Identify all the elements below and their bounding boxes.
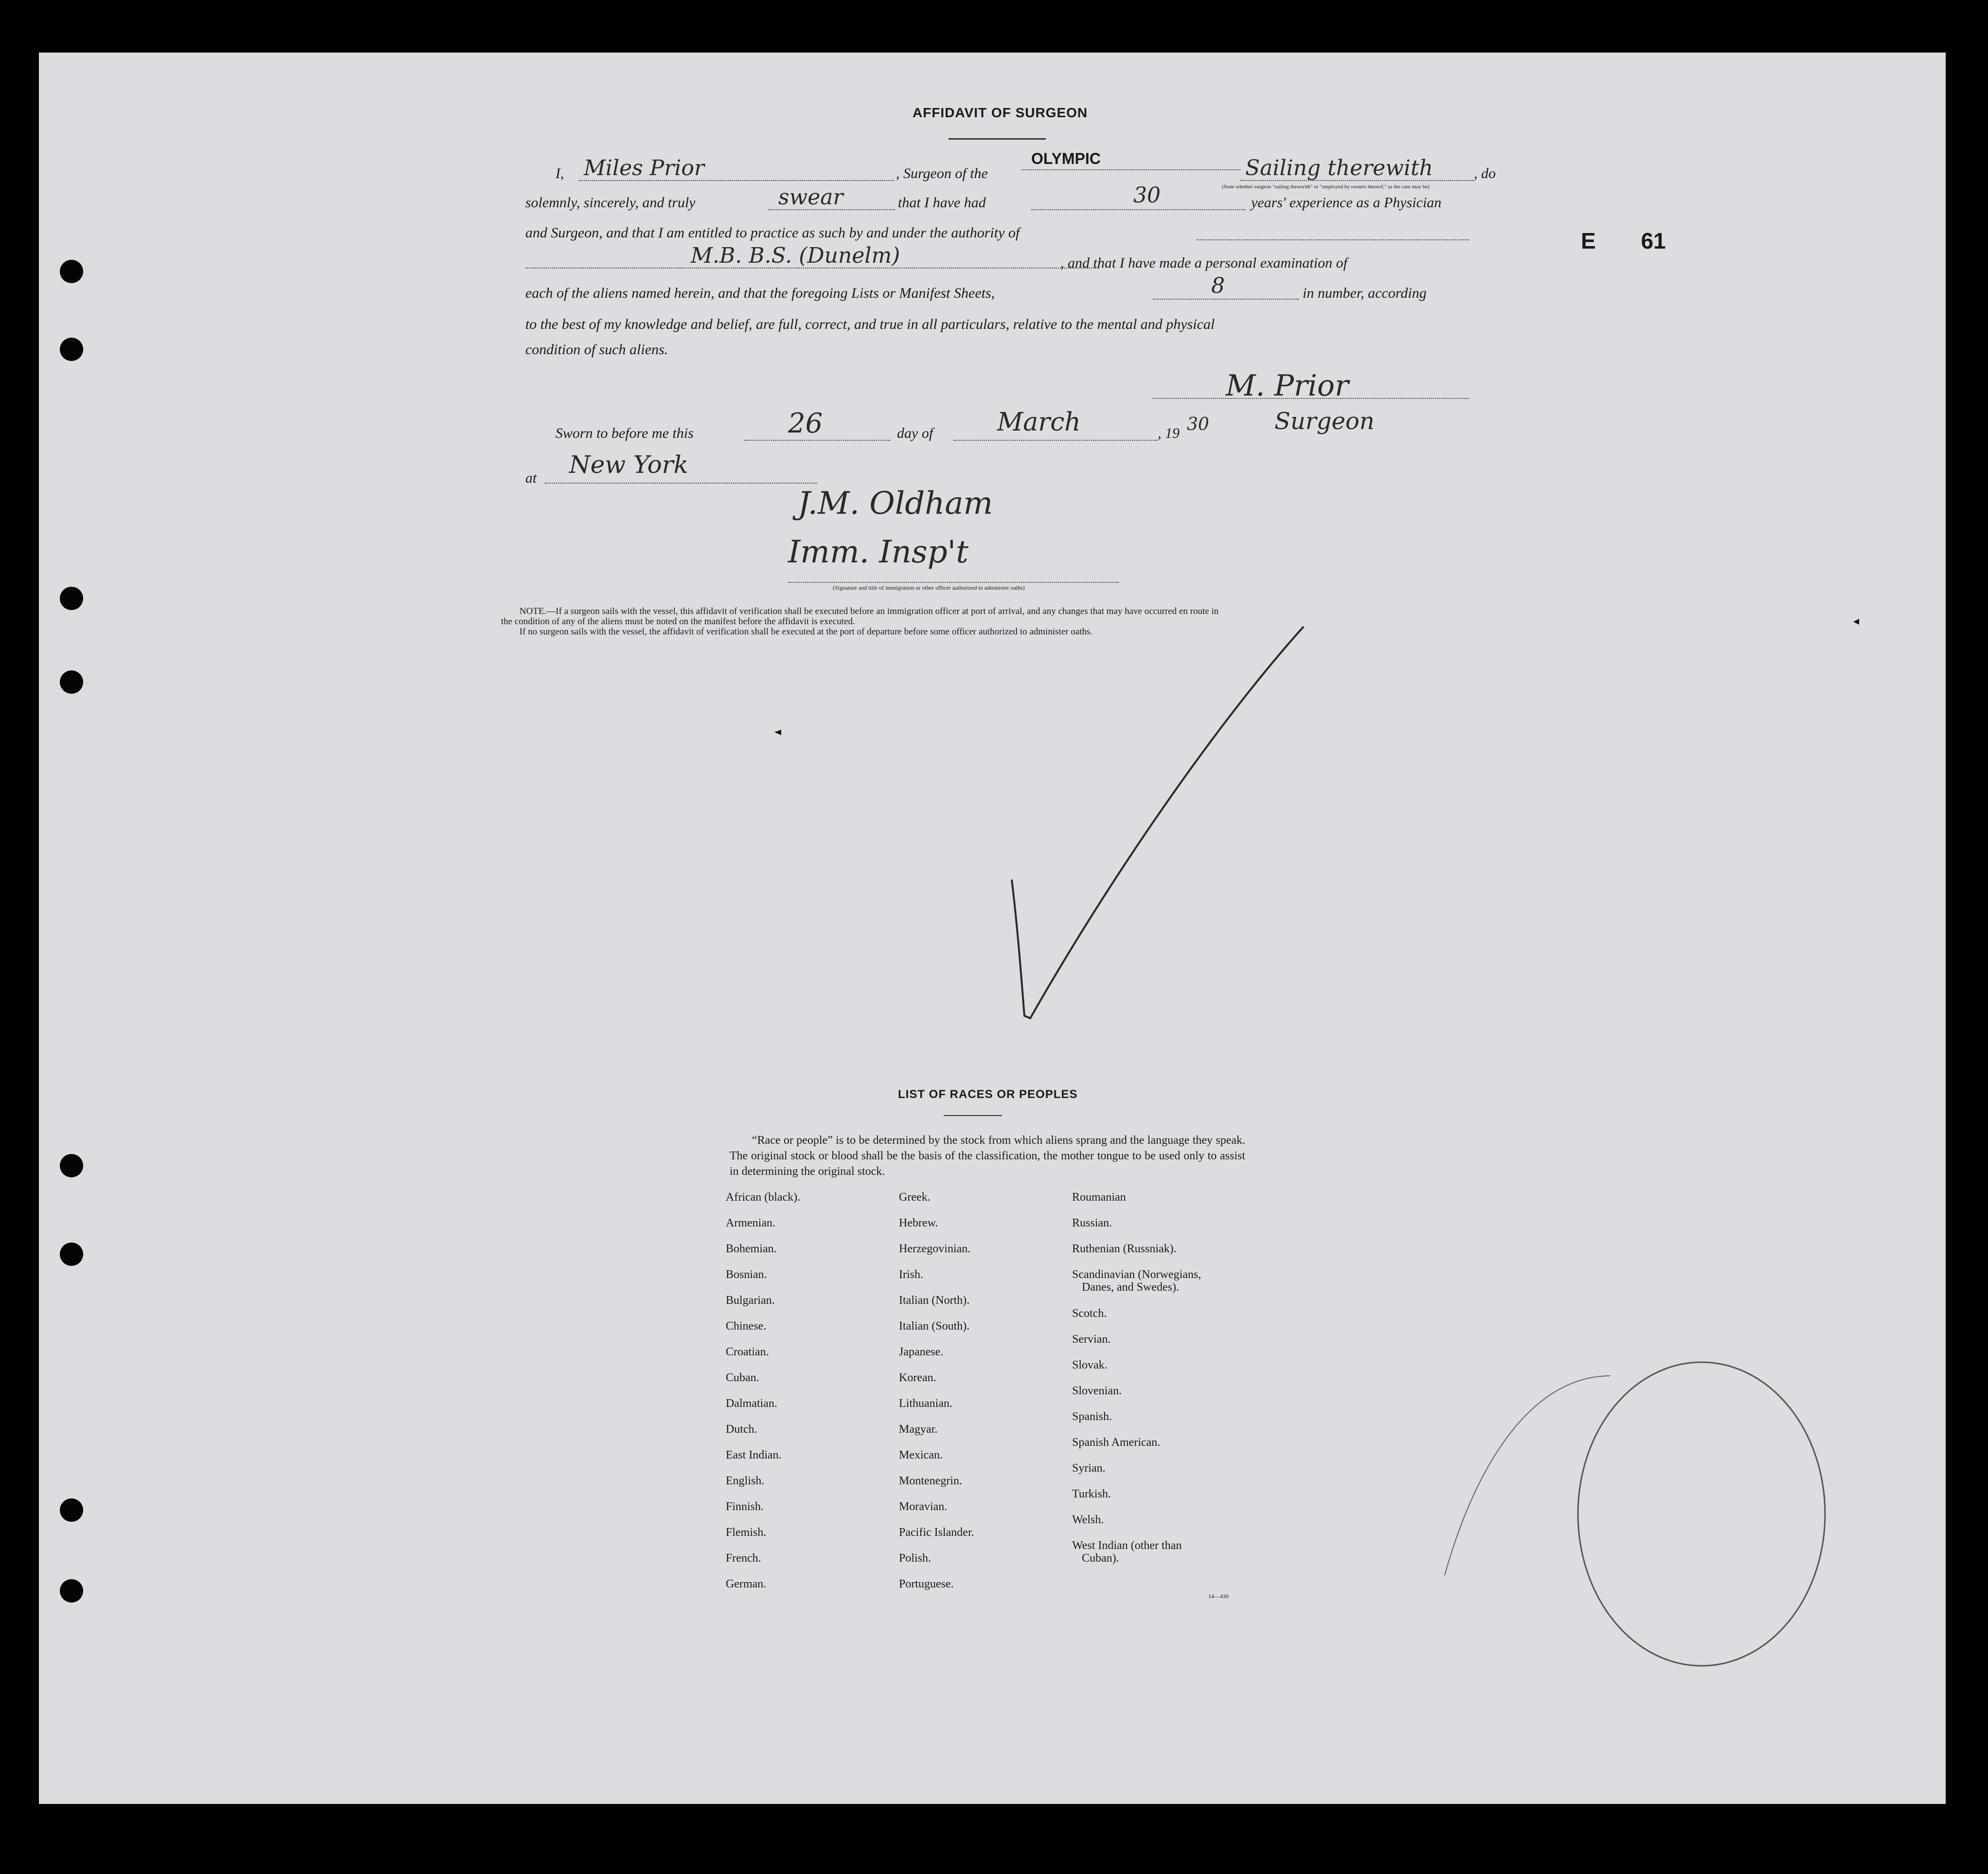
race-item: Montenegrin. xyxy=(899,1475,962,1487)
sailing-status: Sailing therewith xyxy=(1245,156,1433,180)
line4-end: , and that I have made a personal examination of xyxy=(1060,255,1347,271)
sworn-pre: Sworn to before me this xyxy=(555,425,694,441)
affidavit-title: AFFIDAVIT OF SURGEON xyxy=(913,105,1088,120)
form-number: 14—430 xyxy=(1208,1593,1229,1600)
race-item: West Indian (other than xyxy=(1072,1539,1182,1552)
race-item: Hebrew. xyxy=(899,1217,938,1229)
race-item: Croatian. xyxy=(726,1346,769,1358)
years-experience: 30 xyxy=(1133,183,1161,208)
race-item: Scotch. xyxy=(1072,1307,1107,1320)
race-item: Magyar. xyxy=(899,1423,938,1436)
surgeon-name: Miles Prior xyxy=(584,156,705,180)
vessel-name: OLYMPIC xyxy=(1031,150,1101,167)
race-item: French. xyxy=(726,1552,761,1565)
races-intro: “Race or people” is to be determined by the stock from which aliens sprang and the language they speak. The original stock or blood shall be the basis of the classification, the mother tongue to be used only to assist in determining the original stock. xyxy=(730,1134,1245,1178)
race-item: Italian (South). xyxy=(899,1320,970,1333)
race-item: Japanese. xyxy=(899,1346,944,1358)
race-item: Russian. xyxy=(1072,1217,1112,1229)
race-item: Dutch. xyxy=(726,1423,757,1436)
oath-word: swear xyxy=(778,185,843,210)
race-item: Herzegovinian. xyxy=(899,1243,971,1255)
race-item: Scandinavian (Norwegians, xyxy=(1072,1268,1201,1281)
officer-caption: (Signature and title of immigration or other officer authorized to administer oaths) xyxy=(833,584,1025,591)
race-item: Bohemian. xyxy=(726,1243,777,1255)
races-column-3 xyxy=(1072,1191,1201,1565)
race-item: Danes, and Swedes). xyxy=(1082,1281,1179,1294)
races-column-2 xyxy=(899,1191,974,1604)
race-item: Turkish. xyxy=(1072,1488,1111,1500)
race-item: Dalmatian. xyxy=(726,1397,777,1410)
race-item: Servian. xyxy=(1072,1333,1111,1346)
surgeon-signature: M. Prior xyxy=(1226,369,1349,403)
sworn-year-prefix: , 19 xyxy=(1158,425,1180,441)
line3: and Surgeon, and that I am entitled to practice as such by and under the authority of xyxy=(525,225,1020,241)
at-label: at xyxy=(525,470,537,486)
race-item: Pacific Islander. xyxy=(899,1526,974,1539)
race-item: Welsh. xyxy=(1072,1514,1104,1526)
sailing-note: (State whether surgeon "sailing therewith" or "employed by owners thereof," as the case may be) xyxy=(1222,184,1430,190)
pencil-circle xyxy=(1578,1362,1825,1666)
line2-pre: solemnly, sincerely, and truly xyxy=(525,195,696,211)
race-item: Roumanian xyxy=(1072,1191,1126,1204)
sworn-day-label: day of xyxy=(897,425,933,441)
manifest-sheet-count: 8 xyxy=(1211,273,1225,298)
race-item: Cuban). xyxy=(1082,1552,1119,1565)
line2-end: years' experience as a Physician xyxy=(1251,195,1442,211)
races-title: LIST OF RACES OR PEOPLES xyxy=(898,1088,1078,1101)
race-item: Moravian. xyxy=(899,1500,948,1513)
race-item: Chinese. xyxy=(726,1320,767,1333)
authority: M.B. B.S. (Dunelm) xyxy=(691,243,900,268)
page-number-value: 61 xyxy=(1641,228,1666,253)
officer-title-handwritten: Imm. Insp't xyxy=(788,534,968,570)
race-item: Italian (North). xyxy=(899,1294,970,1307)
race-item: Bulgarian. xyxy=(726,1294,775,1307)
document-page xyxy=(39,53,1946,1804)
at-place: New York xyxy=(569,450,688,479)
races-column-1 xyxy=(726,1191,800,1604)
line7: condition of such aliens. xyxy=(525,342,668,358)
race-item: Greek. xyxy=(899,1191,931,1204)
race-item: Slovak. xyxy=(1072,1359,1108,1371)
race-item: Lithuanian. xyxy=(899,1397,952,1410)
race-item: Finnish. xyxy=(726,1500,764,1513)
officer-signature: J.M. Oldham xyxy=(798,486,993,522)
race-item: Mexican. xyxy=(899,1449,943,1461)
races-title-rule xyxy=(944,1115,1002,1116)
race-item: Spanish American. xyxy=(1072,1436,1161,1449)
race-item: Irish. xyxy=(899,1268,923,1281)
page-number-prefix: E xyxy=(1581,228,1596,253)
line1-end: , do xyxy=(1474,165,1496,181)
race-item: Armenian. xyxy=(726,1217,775,1229)
race-item: Ruthenian (Russniak). xyxy=(1072,1243,1177,1255)
note-line: the condition of any of the aliens must be noted on the manifest before the affidavit is executed. xyxy=(501,616,855,627)
race-item: Korean. xyxy=(899,1371,936,1384)
note-line: If no surgeon sails with the vessel, the affidavit of verification shall be executed at the port of departure before some officer authorized to administer oaths. xyxy=(519,627,1093,637)
race-item: English. xyxy=(726,1475,765,1487)
race-item: Portuguese. xyxy=(899,1578,954,1590)
line5-pre: each of the aliens named herein, and that the foregoing Lists or Manifest Sheets, xyxy=(525,285,995,301)
race-item: Spanish. xyxy=(1072,1410,1112,1423)
pointer-mark xyxy=(774,730,781,735)
race-item: Flemish. xyxy=(726,1526,767,1539)
check-mark xyxy=(1012,627,1304,1018)
note-line: NOTE.—If a surgeon sails with the vessel, this affidavit of verification shall be executed before an immigration officer at port of arrival, and any changes that may have occurred en route in xyxy=(519,606,1219,616)
race-item: Cuban. xyxy=(726,1371,759,1384)
race-item: African (black). xyxy=(726,1191,801,1204)
race-item: German. xyxy=(726,1578,767,1590)
sworn-month: March xyxy=(997,408,1081,437)
race-item: Polish. xyxy=(899,1552,931,1565)
line1-mid: , Surgeon of the xyxy=(896,165,988,181)
line5-end: in number, according xyxy=(1303,285,1427,301)
race-item: East Indian. xyxy=(726,1449,782,1461)
sworn-day: 26 xyxy=(788,408,823,439)
race-item: Slovenian. xyxy=(1072,1385,1122,1397)
pointer-mark xyxy=(1853,619,1859,625)
line2-mid: that I have had xyxy=(898,195,986,211)
line1-pre: I, xyxy=(555,165,564,181)
pencil-stroke xyxy=(1445,1376,1610,1575)
surgeon-title: Surgeon xyxy=(1274,408,1375,435)
pencil-marks xyxy=(39,53,1946,1804)
race-item: Syrian. xyxy=(1072,1462,1106,1475)
line6: to the best of my knowledge and belief, are full, correct, and true in all particulars, relative to the mental and physical xyxy=(525,316,1215,332)
race-item: Bosnian. xyxy=(726,1268,767,1281)
sworn-year: 30 xyxy=(1187,414,1209,434)
